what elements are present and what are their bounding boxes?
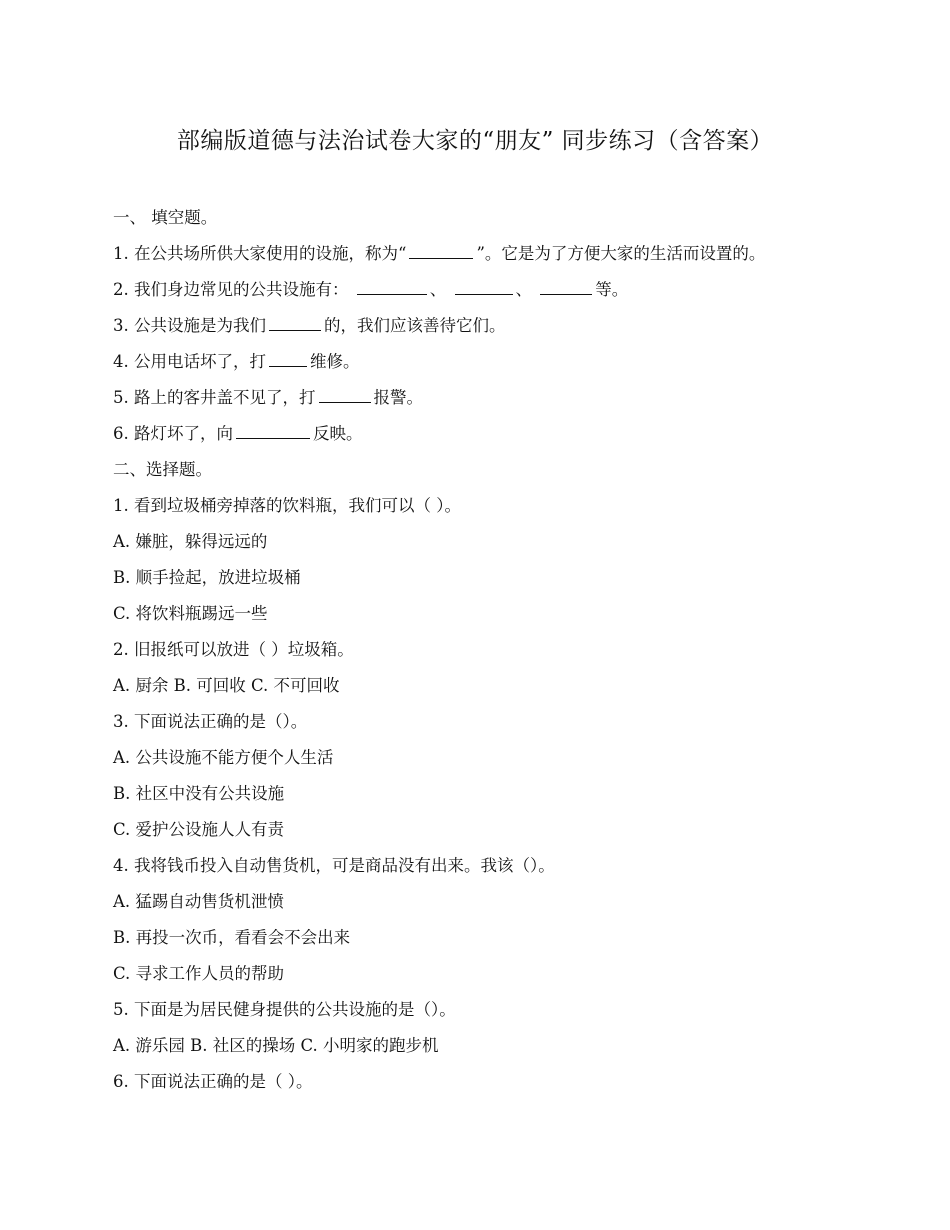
fill-question-5	[113, 380, 873, 416]
choice-option: A. 公共设施不能方便个人生活	[113, 748, 334, 767]
question-text: 等。	[595, 280, 629, 299]
question-text: 维修。	[310, 352, 360, 371]
choice-option: A. 嫌脏，躲得远远的	[113, 532, 268, 551]
answer-blank[interactable]	[540, 276, 592, 295]
answer-blank[interactable]	[455, 276, 513, 295]
choice-question-2: 2. 旧报纸可以放进（ ）垃圾箱。	[113, 640, 354, 659]
answer-blank[interactable]	[319, 384, 371, 403]
answer-blank[interactable]	[269, 312, 321, 331]
question-text: 报警。	[373, 388, 423, 407]
choice-option: C. 将饮料瓶踢远一些	[113, 604, 268, 623]
question-text: ”。它是为了方便大家的生活而设置的。	[476, 244, 766, 263]
document-body	[113, 200, 873, 1100]
separator: 、	[429, 280, 447, 299]
question-text: 的，我们应该善待它们。	[324, 316, 506, 335]
choice-option: B. 再投一次币，看看会不会出来	[113, 928, 351, 947]
choice-question-6: 6. 下面说法正确的是（ ）。	[113, 1072, 313, 1091]
choice-option: C. 爱护公设施人人有责	[113, 820, 285, 839]
choice-option: A. 猛踢自动售货机泄愤	[113, 892, 284, 911]
fill-question-3	[113, 308, 873, 344]
separator: 、	[515, 280, 532, 299]
choice-option: B. 社区中没有公共设施	[113, 784, 285, 803]
choice-options-inline: A. 游乐园 B. 社区的操场 C. 小明家的跑步机	[113, 1036, 439, 1055]
document-title: 部编版道德与法治试卷大家的“朋友” 同步练习（含答案）	[176, 128, 774, 154]
question-text: 1. 在公共场所供大家使用的设施，称为“	[113, 244, 407, 263]
choice-question-5: 5. 下面是为居民健身提供的公共设施的是（）。	[113, 1000, 456, 1019]
question-text: 2. 我们身边常见的公共设施有：	[113, 280, 349, 299]
question-text: 5. 路上的客井盖不见了，打	[113, 388, 316, 407]
question-text: 3. 公共设施是为我们	[113, 316, 266, 335]
choice-option: B. 顺手捡起，放进垃圾桶	[113, 568, 301, 587]
fill-question-2	[113, 272, 873, 308]
question-text: 6. 路灯坏了，向	[113, 424, 233, 443]
answer-blank[interactable]	[236, 420, 310, 439]
answer-blank[interactable]	[269, 348, 307, 367]
choice-question-3: 3. 下面说法正确的是（）。	[113, 712, 308, 731]
choice-options-inline: A. 厨余 B. 可回收 C. 不可回收	[113, 676, 340, 695]
section-heading-fill-in: 一、 填空题。	[113, 208, 218, 227]
choice-question-4: 4. 我将钱币投入自动售货机，可是商品没有出来。我该（）。	[113, 856, 555, 875]
fill-question-1	[113, 236, 873, 272]
answer-blank[interactable]	[409, 240, 473, 259]
section-heading-multiple-choice: 二、选择题。	[113, 460, 212, 479]
choice-option: C. 寻求工作人员的帮助	[113, 964, 285, 983]
choice-question-1: 1. 看到垃圾桶旁掉落的饮料瓶，我们可以（ ）。	[113, 496, 461, 515]
question-text: 反映。	[313, 424, 363, 443]
fill-question-6	[113, 416, 873, 452]
answer-blank[interactable]	[357, 276, 427, 295]
fill-question-4	[113, 344, 873, 380]
question-text: 4. 公用电话坏了，打	[113, 352, 266, 371]
